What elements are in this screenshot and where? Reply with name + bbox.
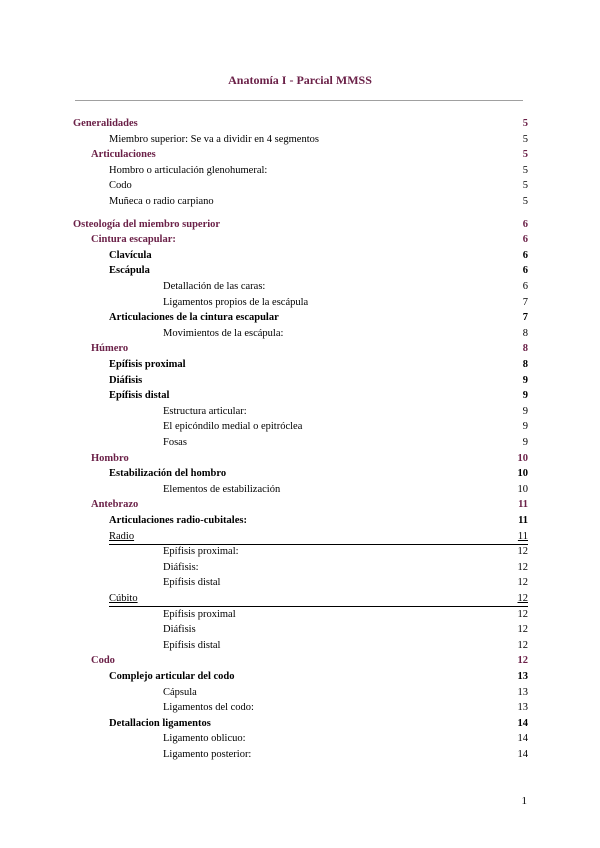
- toc-entry[interactable]: [0, 716, 600, 731]
- toc-entry[interactable]: [0, 560, 600, 575]
- toc-entry[interactable]: [0, 163, 600, 178]
- toc-entry-label: Húmero: [91, 343, 129, 355]
- toc-entry-page: 12: [517, 546, 528, 558]
- toc-entry[interactable]: [0, 747, 600, 762]
- toc-entry-page: 8: [522, 359, 528, 370]
- document-title: Anatomía I - Parcial MMSS: [228, 73, 372, 87]
- toc-entry-label: Epífisis proximal: [109, 359, 186, 370]
- toc-entry-label: Hombro: [91, 452, 129, 464]
- toc-entry-label: Ligamento oblicuo:: [163, 733, 246, 745]
- toc-entry[interactable]: [0, 466, 600, 481]
- toc-entry-label: Escápula: [109, 265, 150, 277]
- toc-entry-page: 11: [518, 499, 528, 511]
- toc-entry-page: 12: [517, 608, 528, 620]
- toc-entry-page: 14: [517, 733, 528, 745]
- toc-entry-label: Clavícula: [109, 249, 152, 261]
- page-number: 1: [521, 795, 527, 807]
- toc-entry-page: 12: [517, 577, 528, 589]
- toc-entry-page: 13: [517, 702, 528, 714]
- toc-entry-label: Cintura escapular:: [91, 234, 176, 246]
- toc-entry[interactable]: [0, 147, 600, 162]
- toc-entry-label: Epífisis distal: [109, 390, 170, 402]
- toc-entry[interactable]: [0, 451, 600, 466]
- toc-entry-page: 5: [522, 133, 528, 145]
- toc-entry-page: 14: [517, 749, 528, 760]
- toc-entry[interactable]: [0, 326, 600, 341]
- toc-entry[interactable]: [0, 435, 600, 450]
- toc-entry[interactable]: [0, 669, 600, 684]
- toc-entry[interactable]: [109, 591, 528, 607]
- toc-entry-page: 10: [517, 468, 528, 480]
- toc-entry-page: 7: [522, 296, 528, 308]
- toc-entry-page: 9: [522, 437, 528, 448]
- toc-entry-page: 12: [517, 561, 528, 573]
- toc-entry-label: Complejo articular del codo: [109, 671, 235, 682]
- toc-entry-page: 9: [522, 374, 528, 386]
- toc-entry-label: Diáfisis: [109, 374, 143, 386]
- toc-entry[interactable]: [0, 622, 600, 637]
- toc-entry[interactable]: [0, 263, 600, 278]
- toc-entry-page: 6: [522, 265, 528, 277]
- toc-entry-page: 13: [517, 671, 528, 682]
- toc-entry-label: Antebrazo: [91, 499, 139, 511]
- toc-entry-page: 6: [522, 281, 528, 292]
- toc-entry-label: Detallación de las caras:: [163, 281, 266, 292]
- toc-entry-label: Osteología del miembro superior: [73, 218, 221, 230]
- toc-entry-label: Elementos de estabilización: [163, 483, 281, 495]
- toc-entry-page: 12: [517, 624, 528, 636]
- toc-entry-page: 8: [522, 327, 528, 339]
- toc-entry-label: Estabilización del hombro: [109, 468, 227, 480]
- toc-entry-label: Cápsula: [163, 686, 197, 698]
- toc-entry-page: 13: [517, 686, 528, 698]
- toc-entry-label: Diáfisis: [163, 624, 196, 636]
- toc-entry-page: 5: [522, 180, 528, 192]
- toc-entry[interactable]: [0, 116, 600, 131]
- toc-entry-label: Articulaciones: [91, 149, 156, 161]
- toc-entry[interactable]: [0, 232, 600, 247]
- toc-entry-page: 10: [517, 483, 528, 495]
- toc-entry-page: 6: [522, 249, 528, 261]
- toc-entry-label: Epífisis proximal: [163, 608, 236, 620]
- toc-entry[interactable]: [0, 388, 600, 403]
- toc-entry-label: Cúbito: [109, 593, 138, 604]
- toc-entry-page: 12: [517, 655, 528, 667]
- toc-entry-label: Movimientos de la escápula:: [163, 327, 284, 339]
- toc-entry[interactable]: [0, 132, 600, 147]
- toc-entry-label: Radio: [109, 530, 135, 542]
- toc-entry-label: Articulaciones de la cintura escapular: [109, 312, 279, 324]
- toc-entry-label: Fosas: [163, 437, 187, 448]
- toc-entry-page: 12: [517, 639, 528, 651]
- toc-entry-page: 5: [522, 149, 528, 161]
- toc-entry[interactable]: [0, 700, 600, 715]
- toc-entry-label: Miembro superior: Se va a dividir en 4 segmentos: [109, 133, 319, 145]
- toc-entry-page: 11: [517, 530, 528, 542]
- toc-entry[interactable]: [0, 653, 600, 668]
- toc-entry-label: Ligamentos del codo:: [163, 702, 254, 714]
- toc-entry[interactable]: [0, 731, 600, 746]
- toc-entry[interactable]: [0, 194, 600, 209]
- toc-entry-page: 6: [522, 218, 528, 230]
- toc-entry-label: Muñeca o radio carpiano: [109, 196, 214, 207]
- toc-entry[interactable]: [0, 544, 600, 559]
- toc-entry[interactable]: [0, 575, 600, 590]
- toc-entry[interactable]: [0, 357, 600, 372]
- toc-entry-label: El epicóndilo medial o epitróclea: [163, 421, 303, 433]
- toc-entry[interactable]: [0, 295, 600, 310]
- toc-entry-page: 11: [518, 515, 528, 526]
- toc-entry-label: Epífisis proximal:: [163, 546, 239, 558]
- toc-entry-label: Epífisis distal: [163, 577, 221, 589]
- toc-entry-label: Articulaciones radio-cubitales:: [109, 515, 247, 526]
- toc-entry[interactable]: [0, 497, 600, 512]
- toc-entry-page: 10: [517, 452, 528, 464]
- toc-entry[interactable]: [0, 513, 600, 528]
- toc-entry-label: Ligamentos propios de la escápula: [163, 296, 309, 308]
- toc-entry[interactable]: [0, 685, 600, 700]
- toc-entry[interactable]: [0, 638, 600, 653]
- toc-entry[interactable]: [0, 482, 600, 497]
- toc-entry-label: Diáfisis:: [163, 561, 199, 573]
- toc-entry[interactable]: [0, 419, 600, 434]
- toc-entry-label: Ligamento posterior:: [163, 749, 252, 760]
- toc-entry[interactable]: [0, 279, 600, 294]
- toc-entry[interactable]: [0, 310, 600, 325]
- toc-entry-page: 5: [522, 118, 528, 129]
- toc-entry-page: 5: [522, 196, 528, 207]
- toc-entry[interactable]: [0, 341, 600, 356]
- toc-entry-label: Codo: [91, 655, 115, 667]
- toc-entry-page: 6: [522, 234, 528, 246]
- toc-entry-page: 12: [517, 593, 528, 604]
- title-divider: [75, 100, 523, 101]
- toc-entry-page: 9: [522, 421, 528, 433]
- toc-entry-page: 8: [522, 343, 528, 355]
- toc-entry[interactable]: [0, 248, 600, 263]
- toc-entry[interactable]: [0, 404, 600, 419]
- toc-entry[interactable]: [0, 217, 600, 232]
- toc-entry[interactable]: [0, 373, 600, 388]
- toc-entry-page: 9: [522, 390, 528, 402]
- toc-entry[interactable]: [0, 178, 600, 193]
- toc-entry-label: Generalidades: [73, 118, 138, 129]
- toc-entry-page: 14: [517, 717, 528, 729]
- toc-entry-label: Codo: [109, 180, 132, 192]
- toc-entry-page: 9: [522, 405, 528, 417]
- toc-entry-label: Epífisis distal: [163, 639, 221, 651]
- toc-entry-label: Detallacion ligamentos: [109, 717, 211, 729]
- toc-entry-page: 5: [522, 164, 528, 176]
- toc-entry-label: Hombro o articulación glenohumeral:: [109, 164, 268, 176]
- toc-entry-label: Estructura articular:: [163, 405, 247, 417]
- toc-entry-page: 7: [522, 312, 528, 324]
- toc-entry[interactable]: [0, 607, 600, 622]
- toc-entry[interactable]: [109, 529, 528, 545]
